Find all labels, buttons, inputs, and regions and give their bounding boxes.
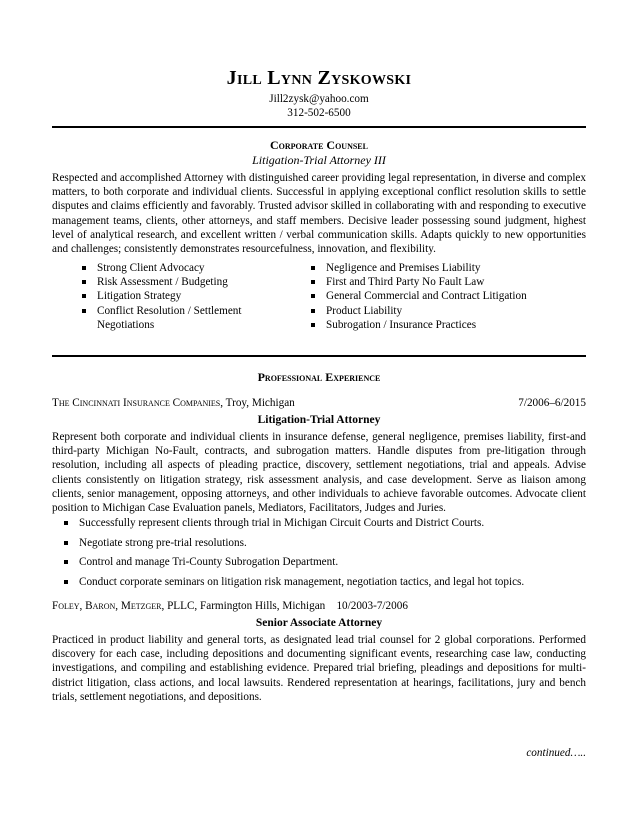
skill-item: Subrogation / Insurance Practices xyxy=(309,318,579,332)
job-title: Litigation-Trial Attorney xyxy=(257,414,381,426)
company-name: Foley, Baron, Metzger, PLLC xyxy=(52,600,195,612)
section-divider xyxy=(52,355,586,357)
skill-item: Conflict Resolution / Settlement Negotiations xyxy=(80,304,270,332)
skill-item: Strong Client Advocacy xyxy=(80,261,270,275)
job-dates: 7/2006–6/2015 xyxy=(518,397,586,409)
job-dates: 10/2003-7/2006 xyxy=(336,600,408,612)
job-achievements-list xyxy=(62,516,586,595)
summary-heading: Corporate Counsel xyxy=(270,138,368,152)
company-name: The Cincinnati Insurance Companies xyxy=(52,397,221,409)
job-description: Represent both corporate and individual clients in insurance defense, general negligence, premises liability, first-and third-party Michigan No-Fault, contracts, and subrogation matters. Handle disputes from pre-litigation through resolution, including all aspects of pleading practice, discovery, settlement negotiations, trial and appeals. Advise clients consistently on litigation strategy, risk assessment analysis, and case development. Serve as liaison among clients, senior management, opposing attorneys, and other individuals to achieve favorable outcomes. Advocate client position to Michigan Case Evaluation panels, Mediators, Facilitators, Judges and Juries. xyxy=(52,431,586,515)
skills-right-list xyxy=(309,261,579,332)
skill-item: General Commercial and Contract Litigation xyxy=(309,289,579,303)
summary-paragraph: Respected and accomplished Attorney with distinguished career providing legal representation, in diverse and complex matters, to both corporate and individual clients. Successful in applying exceptional conflict resolution skills to settle disputes and claims efficiently and favorably. Trusted advisor skilled in collaborating with and responding to executive management teams, clients, other attorneys, and staff members. Decisive leader possessing sound judgment, highest level of analytical research, and excellent written / verbal communication skills. Adapts quickly to new opportunities and challenges; consistently demonstrates resourcefulness, innovation, and flexibility. xyxy=(52,172,586,256)
skill-item: Risk Assessment / Budgeting xyxy=(80,275,270,289)
achievement-item: Conduct corporate seminars on litigation risk management, negotiation tactics, and legal hot topics. xyxy=(62,575,586,589)
skill-item: Litigation Strategy xyxy=(80,289,270,303)
job-description: Practiced in product liability and general torts, as designated lead trial counsel for 2 global corporations. Performed discovery for each case, including depositions and documenting significant events, researching case law, conducting investigations, and compiling and establishing evidence. Prepared trial briefing, pleadings and depositions for multi-district litigation, class actions, and local lawsuits. Rendered representation at hearings, facilitations, jury and bench trials, settlement negotiations, and depositions. xyxy=(52,634,586,703)
job-title: Senior Associate Attorney xyxy=(255,617,383,629)
achievement-item: Negotiate strong pre-trial resolutions. xyxy=(62,536,586,550)
job-header xyxy=(52,599,586,613)
header-divider xyxy=(52,126,586,128)
experience-heading: Professional Experience xyxy=(257,370,381,384)
candidate-name: Jill Lynn Zyskowski xyxy=(226,67,412,89)
job-location: , Farmington Hills, Michigan xyxy=(194,600,326,612)
job-header xyxy=(52,396,586,410)
email: Jill2zysk@yahoo.com xyxy=(269,93,369,105)
summary-subheading: Litigation-Trial Attorney III xyxy=(252,153,386,167)
continued-note: continued….. xyxy=(526,747,586,759)
job-location: , Troy, Michigan xyxy=(220,397,295,409)
achievement-item: Successfully represent clients through trial in Michigan Circuit Courts and District Courts. xyxy=(62,516,586,530)
achievement-item: Control and manage Tri-County Subrogation Department. xyxy=(62,555,586,569)
phone: 312-502-6500 xyxy=(287,107,351,119)
skill-item: Product Liability xyxy=(309,304,579,318)
skills-left-list xyxy=(80,261,270,332)
skill-item: First and Third Party No Fault Law xyxy=(309,275,579,289)
skill-item: Negligence and Premises Liability xyxy=(309,261,579,275)
